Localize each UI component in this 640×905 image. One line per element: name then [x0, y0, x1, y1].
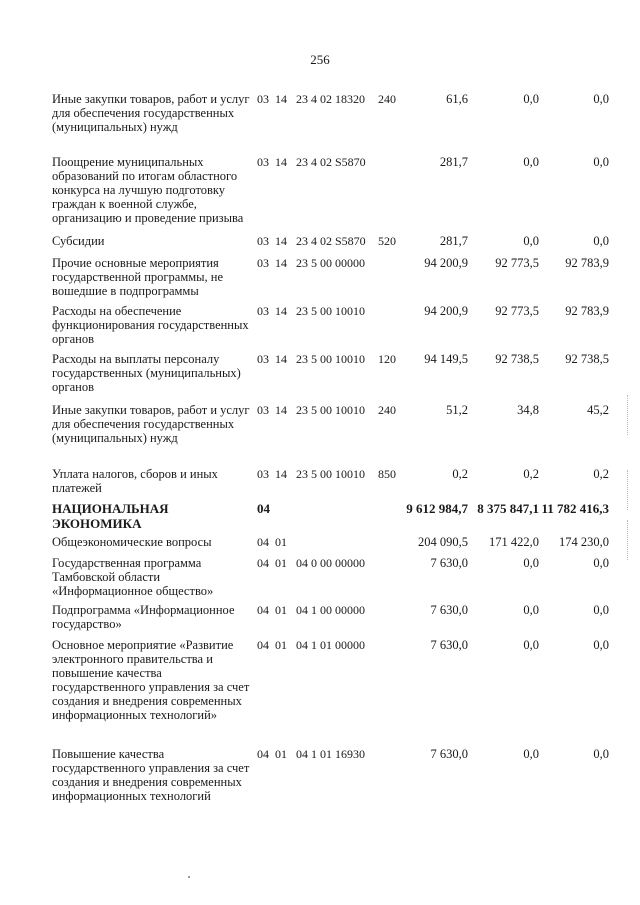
target-article-code: 23 4 02 S5870 — [296, 234, 366, 248]
target-article-code: 23 4 02 18320 — [296, 92, 365, 106]
target-article-code: 23 4 02 S5870 — [296, 155, 366, 169]
amount-year-1: 204 090,5 — [418, 535, 468, 549]
section-code: 04 — [257, 603, 269, 617]
row-name: Иные закупки товаров, работ и услуг для обеспечения государственных (муниципальных) нужд — [52, 403, 250, 445]
expense-type-code: 520 — [378, 234, 396, 248]
section-code: 03 — [257, 155, 269, 169]
amount-year-2: 0,2 — [523, 467, 539, 481]
amount-year-1: 94 149,5 — [424, 352, 468, 366]
subsection-code: 14 — [275, 92, 287, 106]
target-article-code: 04 1 01 00000 — [296, 638, 365, 652]
expense-type-code: 240 — [378, 403, 396, 417]
amount-year-1: 7 630,0 — [430, 603, 468, 617]
amount-year-3: 92 783,9 — [565, 304, 609, 318]
amount-year-1: 7 630,0 — [430, 638, 468, 652]
amount-year-2: 0,0 — [523, 155, 539, 169]
section-code: 03 — [257, 92, 269, 106]
subsection-code: 01 — [275, 747, 287, 761]
row-name: Повышение качества государственного управления за счет создания и внедрения современных информационных технологий — [52, 747, 250, 803]
subsection-code: 14 — [275, 403, 287, 417]
section-title: НАЦИОНАЛЬНАЯ ЭКОНОМИКА — [52, 501, 169, 531]
row-name: Уплата налогов, сборов и иных платежей — [52, 467, 218, 495]
row-name: Поощрение муниципальных образований по итогам областного конкурса на лучшую подготовку граждан к военной службе, организацию и проведение призыва — [52, 155, 244, 225]
section-code: 03 — [257, 403, 269, 417]
amount-year-2: 0,0 — [523, 92, 539, 106]
amount-year-2: 34,8 — [517, 403, 539, 417]
subsection-code: 14 — [275, 256, 287, 270]
subsection-code: 01 — [275, 535, 287, 549]
target-article-code: 04 1 01 16930 — [296, 747, 365, 761]
amount-year-3: 0,2 — [593, 467, 609, 481]
section-code: 03 — [257, 256, 269, 270]
amount-year-3: 45,2 — [587, 403, 609, 417]
page-number: 256 — [310, 52, 330, 67]
row-name: Расходы на обеспечение функционирования государственных органов — [52, 304, 249, 346]
row-name: Иные закупки товаров, работ и услуг для обеспечения государственных (муниципальных) нужд — [52, 92, 250, 134]
amount-year-1: 94 200,9 — [424, 304, 468, 318]
amount-year-3: 0,0 — [593, 638, 609, 652]
amount-year-2: 0,0 — [523, 638, 539, 652]
subsection-code: 14 — [275, 304, 287, 318]
amount-year-1: 51,2 — [446, 403, 468, 417]
row-name: Общеэкономические вопросы — [52, 535, 212, 549]
amount-year-2: 0,0 — [523, 603, 539, 617]
section-code: 04 — [257, 501, 270, 516]
amount-year-1: 94 200,9 — [424, 256, 468, 270]
section-code: 03 — [257, 467, 269, 481]
amount-year-3: 92 738,5 — [565, 352, 609, 366]
amount-year-1: 281,7 — [439, 234, 468, 248]
amount-year-1: 0,2 — [452, 467, 468, 481]
amount-year-3: 0,0 — [593, 155, 609, 169]
subsection-code: 14 — [275, 467, 287, 481]
target-article-code: 23 5 00 10010 — [296, 403, 365, 417]
scan-margin-mark — [627, 470, 634, 510]
expense-type-code: 120 — [378, 352, 396, 366]
subsection-code: 01 — [275, 556, 287, 570]
amount-year-3: 92 783,9 — [565, 256, 609, 270]
target-article-code: 23 5 00 00000 — [296, 256, 365, 270]
row-name: Основное мероприятие «Развитие электронного правительства и повышение качества государственного управления за счет создания и внедрения современных информационных технологий» — [52, 638, 250, 722]
amount-year-2: 92 773,5 — [495, 304, 539, 318]
target-article-code: 23 5 00 10010 — [296, 352, 365, 366]
amount-year-2: 171 422,0 — [489, 535, 539, 549]
amount-year-2: 0,0 — [523, 556, 539, 570]
amount-year-1: 7 630,0 — [430, 747, 468, 761]
amount-year-3: 0,0 — [593, 603, 609, 617]
section-code: 04 — [257, 535, 269, 549]
amount-year-1: 61,6 — [446, 92, 468, 106]
target-article-code: 04 1 00 00000 — [296, 603, 365, 617]
section-code: 03 — [257, 234, 269, 248]
amount-year-2: 0,0 — [523, 747, 539, 761]
section-code: 03 — [257, 304, 269, 318]
amount-year-3: 11 782 416,3 — [541, 501, 609, 516]
row-name: Субсидии — [52, 234, 105, 248]
amount-year-3: 0,0 — [593, 234, 609, 248]
row-name: Подпрограмма «Информационное государство» — [52, 603, 235, 631]
target-article-code: 04 0 00 00000 — [296, 556, 365, 570]
row-name: Расходы на выплаты персоналу государственных (муниципальных) органов — [52, 352, 241, 394]
row-name: Государственная программа Тамбовской области «Информационное общество» — [52, 556, 214, 598]
section-code: 03 — [257, 352, 269, 366]
amount-year-1: 9 612 984,7 — [406, 501, 468, 516]
target-article-code: 23 5 00 10010 — [296, 304, 365, 318]
amount-year-2: 8 375 847,1 — [477, 501, 539, 516]
expense-type-code: 240 — [378, 92, 396, 106]
section-code: 04 — [257, 556, 269, 570]
section-code: 04 — [257, 747, 269, 761]
scan-margin-mark — [627, 395, 634, 435]
amount-year-3: 0,0 — [593, 92, 609, 106]
amount-year-3: 0,0 — [593, 747, 609, 761]
scan-speck — [188, 876, 190, 878]
subsection-code: 01 — [275, 638, 287, 652]
amount-year-1: 7 630,0 — [430, 556, 468, 570]
amount-year-3: 0,0 — [593, 556, 609, 570]
scan-margin-mark — [627, 520, 634, 560]
subsection-code: 01 — [275, 603, 287, 617]
amount-year-3: 174 230,0 — [559, 535, 609, 549]
subsection-code: 14 — [275, 352, 287, 366]
amount-year-2: 0,0 — [523, 234, 539, 248]
amount-year-2: 92 773,5 — [495, 256, 539, 270]
subsection-code: 14 — [275, 155, 287, 169]
row-name: Прочие основные мероприятия государственной программы, не вошедшие в подпрограммы — [52, 256, 224, 298]
subsection-code: 14 — [275, 234, 287, 248]
target-article-code: 23 5 00 10010 — [296, 467, 365, 481]
section-code: 04 — [257, 638, 269, 652]
expense-type-code: 850 — [378, 467, 396, 481]
amount-year-2: 92 738,5 — [495, 352, 539, 366]
amount-year-1: 281,7 — [439, 155, 468, 169]
